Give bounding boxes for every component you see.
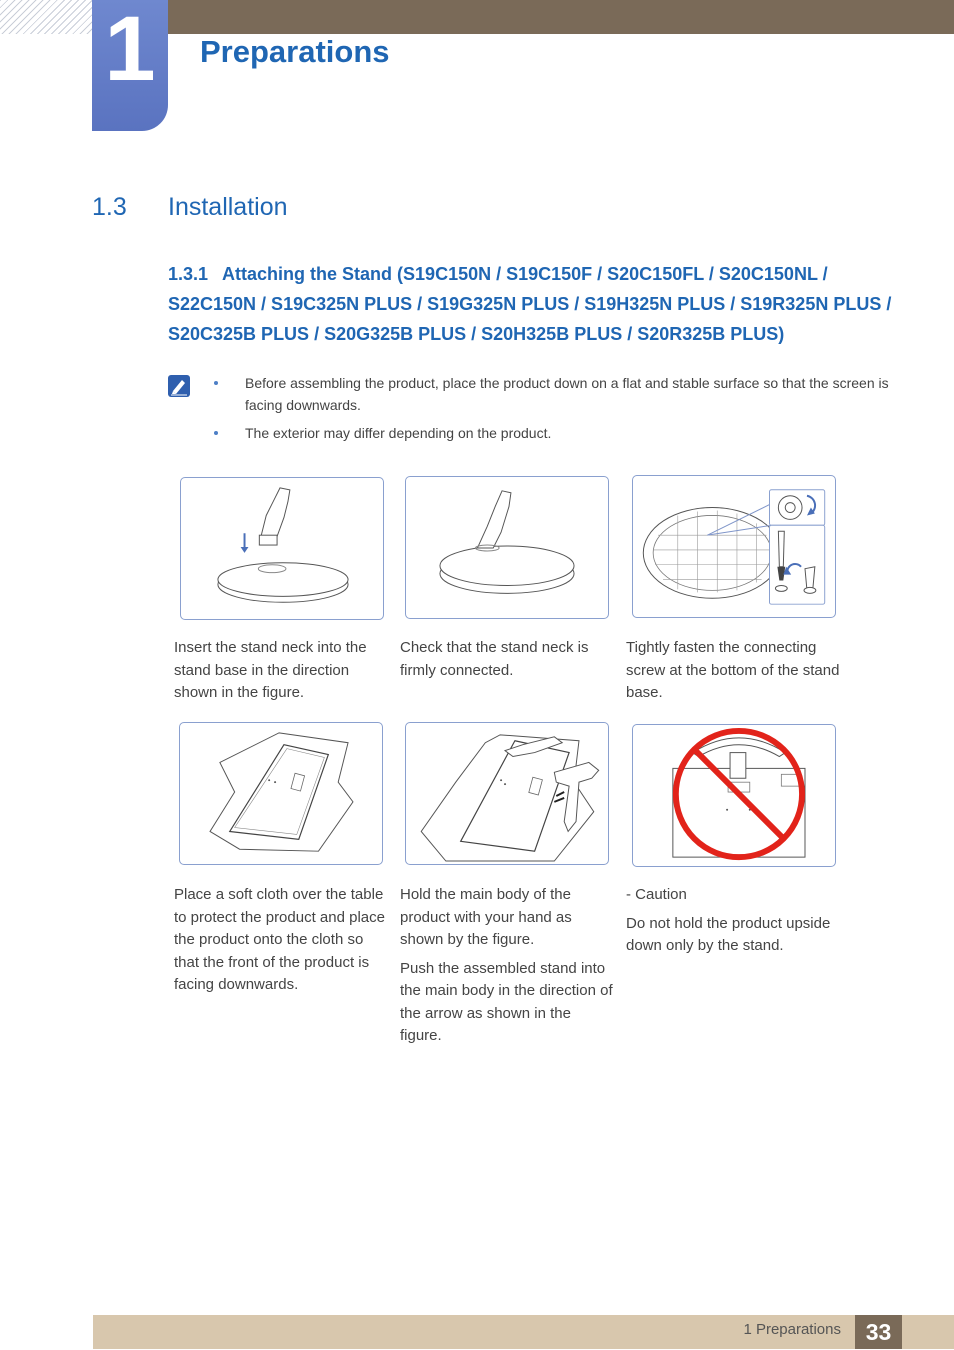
caution-prohibited-illustration — [633, 725, 835, 866]
figure-neck-connected — [405, 476, 609, 619]
chapter-title: Preparations — [200, 34, 390, 69]
note-item: Before assembling the product, place the product down on a flat and stable surface so that the screen is facing downwards. — [210, 372, 890, 416]
note-list — [210, 372, 890, 450]
step-6-caption — [626, 884, 840, 964]
footer-chapter-label: 1 Preparations — [743, 1321, 841, 1338]
note-pencil-icon — [168, 375, 190, 397]
chapter-number: 1 — [104, 0, 156, 100]
step-caption-text: Tightly fasten the connecting screw at the bottom of the stand base. — [626, 639, 840, 701]
step-3-caption — [626, 637, 840, 711]
figure-caution — [632, 724, 836, 867]
section-number: 1.3 — [92, 193, 127, 221]
chapter-number-box — [92, 0, 168, 131]
step-caption-text: Check that the stand neck is firmly connected. — [400, 639, 589, 679]
step-caption-text: Insert the stand neck into the stand base in the direction shown in the figure. — [174, 639, 367, 701]
subsection-heading — [168, 259, 898, 349]
step-4-caption — [174, 884, 388, 1003]
step-caption-text: Push the assembled stand into the main body in the direction of the arrow as shown in the figure. — [400, 959, 613, 1044]
subsection-number: 1.3.1 — [168, 264, 209, 284]
header-hatch — [0, 0, 92, 34]
caution-label: - Caution — [626, 886, 687, 903]
section-title: Installation — [168, 193, 288, 221]
stand-connected-illustration — [406, 477, 608, 618]
step-caption-text: Place a soft cloth over the table to protect the product and place the product onto the cloth so that the front of the product is facing downwards. — [174, 886, 385, 993]
step-5-caption — [400, 884, 614, 1054]
note-item: The exterior may differ depending on the product. — [210, 422, 890, 444]
header-bar — [168, 0, 954, 34]
stand-base-screw-illustration — [633, 476, 835, 617]
step-1-caption — [174, 637, 388, 711]
subsection-title: Attaching the Stand (S19C150N / S19C150F / S20C150FL / S20C150NL / S22C150N / S19C325N PLUS / S19G325N PLUS / S19H325N PLUS / S19R325N PLUS / S20C325B PLUS / S20G325B PLUS / S20H325B PLUS / S20R325B PLUS) — [168, 264, 892, 344]
figure-soft-cloth — [179, 722, 383, 865]
step-2-caption — [400, 637, 614, 688]
stand-neck-insert-illustration — [181, 478, 383, 619]
figure-insert-neck — [180, 477, 384, 620]
figure-push-stand — [405, 722, 609, 865]
step-caption-text: Hold the main body of the product with your hand as shown by the figure. — [400, 886, 572, 948]
figure-fasten-screw — [632, 475, 836, 618]
page-number: 33 — [855, 1315, 902, 1349]
push-stand-into-body-illustration — [406, 723, 608, 864]
step-caption-text: Do not hold the product upside down only by the stand. — [626, 914, 831, 954]
monitor-on-cloth-illustration — [180, 723, 382, 864]
